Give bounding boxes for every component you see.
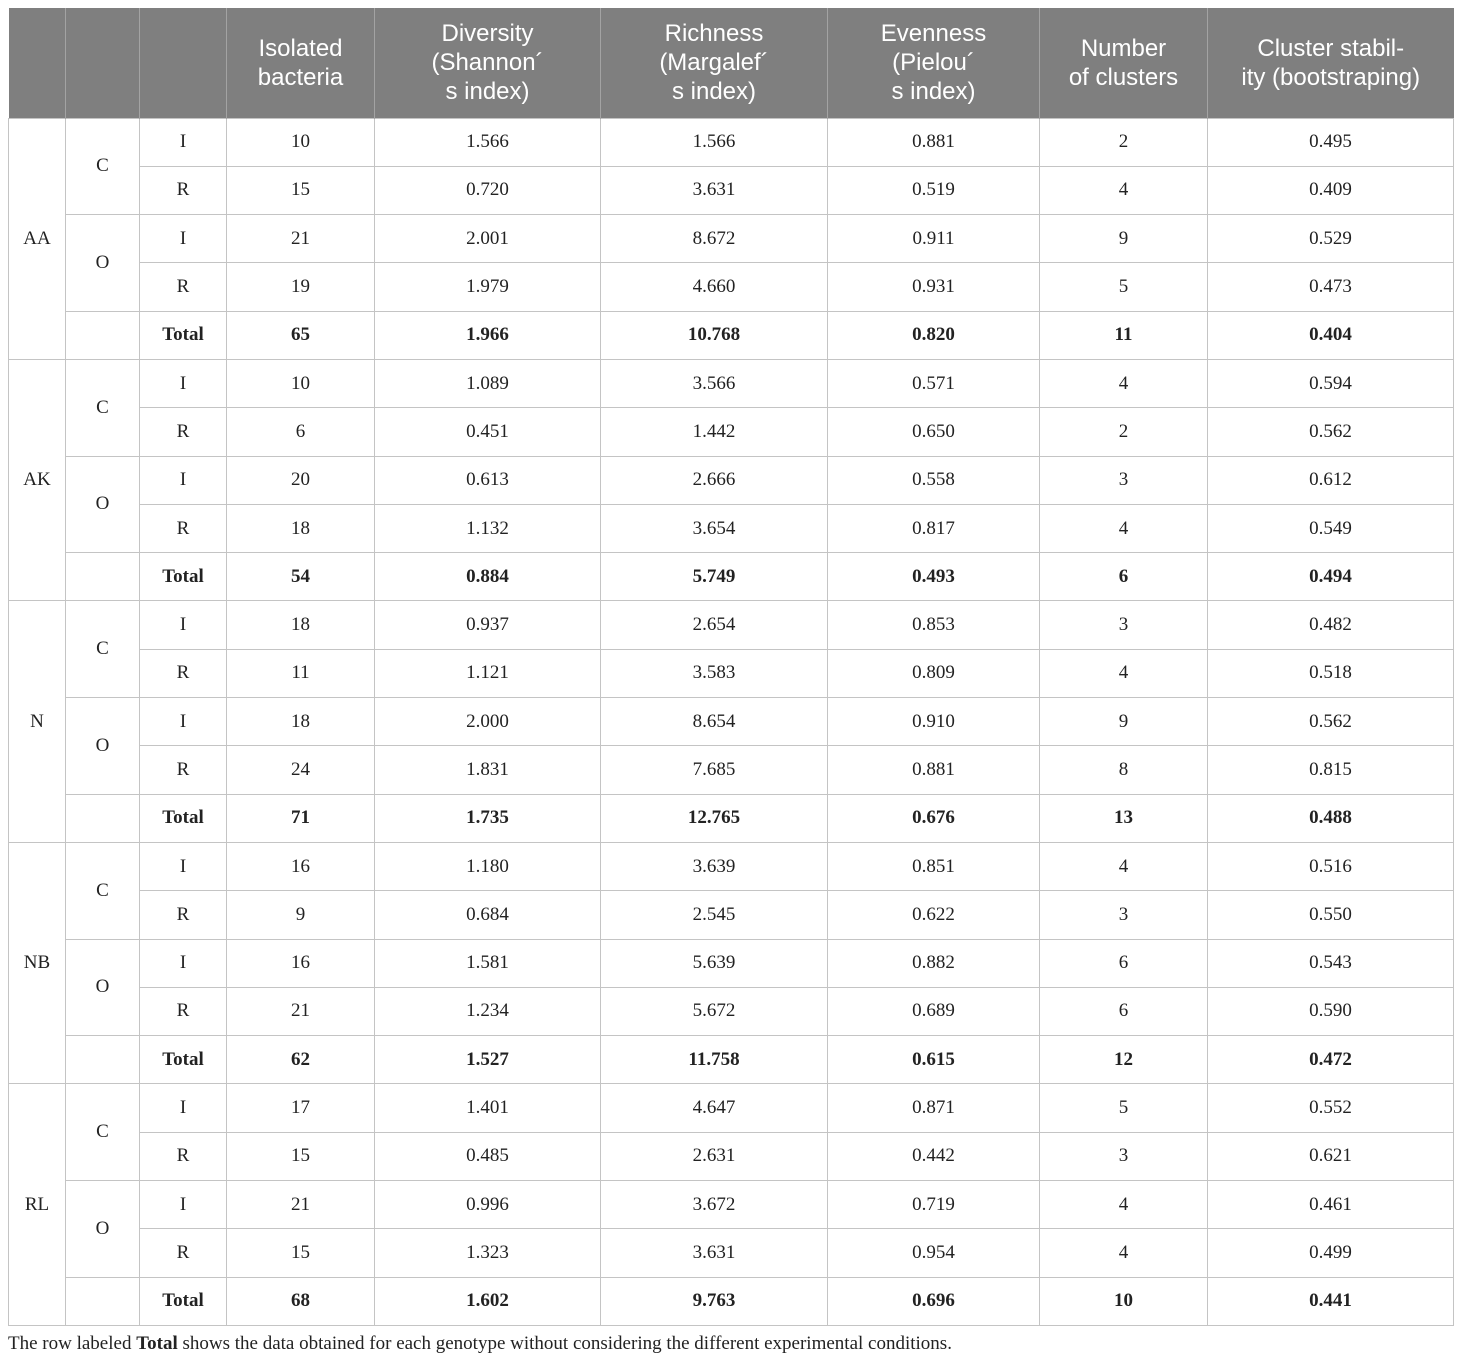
header-line: (Shannon´ — [431, 49, 544, 77]
table-body — [9, 118, 1454, 1325]
cell-clusters: 4 — [1040, 359, 1208, 407]
sample-label: I — [140, 118, 227, 166]
cell-clusters: 6 — [1040, 939, 1208, 987]
cell-richness: 2.631 — [601, 1132, 828, 1180]
sample-label: I — [140, 601, 227, 649]
cell-stability: 0.562 — [1208, 408, 1454, 456]
cell-isolated-bacteria: 15 — [227, 1132, 375, 1180]
table-row — [9, 1229, 1454, 1277]
total-row — [9, 1036, 1454, 1084]
condition-label: O — [66, 939, 140, 1036]
cell-clusters: 10 — [1040, 1277, 1208, 1325]
sample-label: R — [140, 987, 227, 1035]
cell-richness: 3.639 — [601, 842, 828, 890]
cell-diversity: 1.132 — [375, 504, 601, 552]
cell-isolated-bacteria: 16 — [227, 939, 375, 987]
cell-richness: 4.660 — [601, 263, 828, 311]
cell-richness: 5.639 — [601, 939, 828, 987]
header-line: (Pielou´ — [892, 49, 975, 77]
cell-diversity: 1.323 — [375, 1229, 601, 1277]
header-line: (Margalef´ — [659, 49, 769, 77]
cell-clusters: 12 — [1040, 1036, 1208, 1084]
header-line: Isolated — [258, 34, 343, 62]
cell-diversity: 1.831 — [375, 746, 601, 794]
sample-label: R — [140, 891, 227, 939]
cell-stability: 0.494 — [1208, 553, 1454, 601]
cell-isolated-bacteria: 19 — [227, 263, 375, 311]
cell-richness: 8.672 — [601, 215, 828, 263]
cell-evenness: 0.519 — [828, 166, 1040, 214]
cell-diversity: 0.613 — [375, 456, 601, 504]
header-sample — [140, 8, 227, 118]
cell-isolated-bacteria: 6 — [227, 408, 375, 456]
genotype-label: AK — [9, 359, 66, 600]
cell-clusters: 4 — [1040, 166, 1208, 214]
cell-richness: 5.672 — [601, 987, 828, 1035]
cell-stability: 0.815 — [1208, 746, 1454, 794]
cell-richness: 8.654 — [601, 698, 828, 746]
cell-stability: 0.549 — [1208, 504, 1454, 552]
cell-clusters: 9 — [1040, 698, 1208, 746]
cell-diversity: 1.979 — [375, 263, 601, 311]
cell-isolated-bacteria: 15 — [227, 1229, 375, 1277]
condition-label: C — [66, 1084, 140, 1181]
cell-clusters: 4 — [1040, 504, 1208, 552]
footnote-text-before: The row labeled — [8, 1333, 137, 1354]
cell-evenness: 0.696 — [828, 1277, 1040, 1325]
cell-clusters: 3 — [1040, 891, 1208, 939]
table-row — [9, 263, 1454, 311]
condition-label: C — [66, 359, 140, 456]
cell-clusters: 6 — [1040, 987, 1208, 1035]
cell-isolated-bacteria: 15 — [227, 166, 375, 214]
cell-isolated-bacteria: 18 — [227, 601, 375, 649]
cell-clusters: 4 — [1040, 1181, 1208, 1229]
cell-clusters: 2 — [1040, 118, 1208, 166]
cell-isolated-bacteria: 21 — [227, 215, 375, 263]
cell-richness: 10.768 — [601, 311, 828, 359]
cell-richness: 5.749 — [601, 553, 828, 601]
table-row — [9, 215, 1454, 263]
cell-richness: 1.442 — [601, 408, 828, 456]
table-footnote — [8, 1333, 952, 1355]
cell-evenness: 0.558 — [828, 456, 1040, 504]
condition-label: O — [66, 456, 140, 553]
cell-stability: 0.518 — [1208, 649, 1454, 697]
cell-stability: 0.552 — [1208, 1084, 1454, 1132]
cell-isolated-bacteria: 21 — [227, 987, 375, 1035]
genotype-label: N — [9, 601, 66, 842]
cell-evenness: 0.719 — [828, 1181, 1040, 1229]
condition-empty — [66, 794, 140, 842]
cell-evenness: 0.882 — [828, 939, 1040, 987]
cell-diversity: 1.735 — [375, 794, 601, 842]
cell-evenness: 0.820 — [828, 311, 1040, 359]
header-row — [9, 8, 1454, 118]
cell-richness: 9.763 — [601, 1277, 828, 1325]
genotype-label: RL — [9, 1084, 66, 1325]
sample-label: R — [140, 504, 227, 552]
cell-evenness: 0.676 — [828, 794, 1040, 842]
cell-richness: 3.631 — [601, 166, 828, 214]
header-line: of clusters — [1068, 63, 1179, 91]
header-line: Cluster stabil- — [1257, 34, 1405, 62]
header-line: bacteria — [257, 63, 344, 91]
header-line: Richness — [664, 20, 764, 48]
cell-clusters: 3 — [1040, 601, 1208, 649]
condition-empty — [66, 553, 140, 601]
condition-empty — [66, 1277, 140, 1325]
total-label: Total — [140, 1277, 227, 1325]
cell-clusters: 3 — [1040, 1132, 1208, 1180]
cell-clusters: 4 — [1040, 1229, 1208, 1277]
cell-evenness: 0.689 — [828, 987, 1040, 1035]
cell-evenness: 0.571 — [828, 359, 1040, 407]
cell-evenness: 0.851 — [828, 842, 1040, 890]
table-row — [9, 504, 1454, 552]
footnote-total-label: Total — [136, 1333, 178, 1354]
cell-isolated-bacteria: 62 — [227, 1036, 375, 1084]
cell-richness: 4.647 — [601, 1084, 828, 1132]
cell-stability: 0.612 — [1208, 456, 1454, 504]
cell-clusters: 8 — [1040, 746, 1208, 794]
cell-clusters: 5 — [1040, 263, 1208, 311]
sample-label: R — [140, 649, 227, 697]
cell-diversity: 1.234 — [375, 987, 601, 1035]
condition-label: C — [66, 601, 140, 698]
cell-evenness: 0.809 — [828, 649, 1040, 697]
cell-diversity: 1.401 — [375, 1084, 601, 1132]
cell-diversity: 0.451 — [375, 408, 601, 456]
cell-clusters: 2 — [1040, 408, 1208, 456]
cell-isolated-bacteria: 10 — [227, 359, 375, 407]
sample-label: I — [140, 1084, 227, 1132]
cell-clusters: 4 — [1040, 842, 1208, 890]
cell-diversity: 2.001 — [375, 215, 601, 263]
cell-diversity: 1.581 — [375, 939, 601, 987]
header-genotype — [9, 8, 66, 118]
cell-stability: 0.499 — [1208, 1229, 1454, 1277]
cell-evenness: 0.853 — [828, 601, 1040, 649]
sample-label: R — [140, 263, 227, 311]
cell-diversity: 1.602 — [375, 1277, 601, 1325]
cell-isolated-bacteria: 18 — [227, 698, 375, 746]
condition-empty — [66, 1036, 140, 1084]
header-diversity — [375, 8, 601, 118]
cell-evenness: 0.650 — [828, 408, 1040, 456]
cell-evenness: 0.817 — [828, 504, 1040, 552]
table-row — [9, 939, 1454, 987]
condition-label: O — [66, 698, 140, 795]
cell-isolated-bacteria: 17 — [227, 1084, 375, 1132]
cell-stability: 0.529 — [1208, 215, 1454, 263]
cell-diversity: 1.089 — [375, 359, 601, 407]
header-line: Number — [1080, 34, 1167, 62]
cell-diversity: 0.485 — [375, 1132, 601, 1180]
cell-diversity: 0.720 — [375, 166, 601, 214]
cell-clusters: 4 — [1040, 649, 1208, 697]
sample-label: I — [140, 1181, 227, 1229]
sample-label: I — [140, 215, 227, 263]
cell-stability: 0.495 — [1208, 118, 1454, 166]
header-richness — [601, 8, 828, 118]
total-row — [9, 794, 1454, 842]
total-row — [9, 1277, 1454, 1325]
data-table — [8, 8, 1454, 1326]
cell-richness: 11.758 — [601, 1036, 828, 1084]
table-row — [9, 1084, 1454, 1132]
cell-stability: 0.590 — [1208, 987, 1454, 1035]
header-line: Evenness — [880, 20, 987, 48]
table-row — [9, 456, 1454, 504]
cell-richness: 7.685 — [601, 746, 828, 794]
cell-diversity: 2.000 — [375, 698, 601, 746]
cell-isolated-bacteria: 20 — [227, 456, 375, 504]
cell-richness: 3.672 — [601, 1181, 828, 1229]
cell-diversity: 1.527 — [375, 1036, 601, 1084]
sample-label: R — [140, 1229, 227, 1277]
header-line: ity (bootstraping) — [1241, 63, 1421, 91]
cell-clusters: 13 — [1040, 794, 1208, 842]
total-label: Total — [140, 794, 227, 842]
header-line: s index) — [671, 78, 757, 106]
table-row — [9, 746, 1454, 794]
table-row — [9, 1132, 1454, 1180]
genotype-label: NB — [9, 842, 66, 1083]
cell-evenness: 0.442 — [828, 1132, 1040, 1180]
condition-label: C — [66, 118, 140, 215]
total-row — [9, 311, 1454, 359]
cell-isolated-bacteria: 65 — [227, 311, 375, 359]
table-row — [9, 891, 1454, 939]
cell-isolated-bacteria: 10 — [227, 118, 375, 166]
cell-isolated-bacteria: 9 — [227, 891, 375, 939]
cell-diversity: 1.180 — [375, 842, 601, 890]
footnote-text-after: shows the data obtained for each genotype without considering the different experimental conditions. — [177, 1333, 952, 1354]
cell-richness: 1.566 — [601, 118, 828, 166]
cell-stability: 0.441 — [1208, 1277, 1454, 1325]
cell-evenness: 0.910 — [828, 698, 1040, 746]
sample-label: I — [140, 939, 227, 987]
sample-label: I — [140, 842, 227, 890]
cell-isolated-bacteria: 16 — [227, 842, 375, 890]
cell-stability: 0.409 — [1208, 166, 1454, 214]
cell-clusters: 6 — [1040, 553, 1208, 601]
header-isolated-bacteria — [227, 8, 375, 118]
cell-richness: 2.545 — [601, 891, 828, 939]
genotype-label: AA — [9, 118, 66, 359]
total-label: Total — [140, 1036, 227, 1084]
header-line: s index) — [445, 78, 530, 106]
header-cluster-stability — [1208, 8, 1454, 118]
cell-richness: 3.654 — [601, 504, 828, 552]
cell-richness: 12.765 — [601, 794, 828, 842]
sample-label: R — [140, 166, 227, 214]
cell-stability: 0.562 — [1208, 698, 1454, 746]
cell-isolated-bacteria: 54 — [227, 553, 375, 601]
header-number-of-clusters — [1040, 8, 1208, 118]
header-line: Diversity — [441, 20, 534, 48]
cell-diversity: 1.966 — [375, 311, 601, 359]
cell-evenness: 0.881 — [828, 746, 1040, 794]
table-row — [9, 601, 1454, 649]
condition-empty — [66, 311, 140, 359]
cell-isolated-bacteria: 11 — [227, 649, 375, 697]
cell-stability: 0.550 — [1208, 891, 1454, 939]
sample-label: R — [140, 1132, 227, 1180]
sample-label: I — [140, 359, 227, 407]
table-row — [9, 166, 1454, 214]
cell-isolated-bacteria: 24 — [227, 746, 375, 794]
cell-stability: 0.482 — [1208, 601, 1454, 649]
cell-evenness: 0.931 — [828, 263, 1040, 311]
table-row — [9, 698, 1454, 746]
table-row — [9, 842, 1454, 890]
cell-evenness: 0.954 — [828, 1229, 1040, 1277]
cell-richness: 3.583 — [601, 649, 828, 697]
cell-richness: 2.654 — [601, 601, 828, 649]
cell-evenness: 0.871 — [828, 1084, 1040, 1132]
cell-isolated-bacteria: 68 — [227, 1277, 375, 1325]
cell-stability: 0.621 — [1208, 1132, 1454, 1180]
cell-clusters: 5 — [1040, 1084, 1208, 1132]
cell-evenness: 0.615 — [828, 1036, 1040, 1084]
table-row — [9, 649, 1454, 697]
condition-label: O — [66, 215, 140, 312]
cell-isolated-bacteria: 18 — [227, 504, 375, 552]
sample-label: I — [140, 456, 227, 504]
sample-label: R — [140, 746, 227, 794]
cell-richness: 2.666 — [601, 456, 828, 504]
total-row — [9, 553, 1454, 601]
table-row — [9, 359, 1454, 407]
total-label: Total — [140, 311, 227, 359]
cell-clusters: 9 — [1040, 215, 1208, 263]
cell-stability: 0.461 — [1208, 1181, 1454, 1229]
cell-stability: 0.472 — [1208, 1036, 1454, 1084]
cell-richness: 3.566 — [601, 359, 828, 407]
header-line: s index) — [891, 78, 976, 106]
table-row — [9, 118, 1454, 166]
cell-diversity: 1.121 — [375, 649, 601, 697]
table-row — [9, 1181, 1454, 1229]
cell-diversity: 0.937 — [375, 601, 601, 649]
cell-isolated-bacteria: 71 — [227, 794, 375, 842]
cell-stability: 0.543 — [1208, 939, 1454, 987]
sample-label: R — [140, 408, 227, 456]
table-row — [9, 408, 1454, 456]
cell-stability: 0.473 — [1208, 263, 1454, 311]
cell-diversity: 1.566 — [375, 118, 601, 166]
cell-stability: 0.516 — [1208, 842, 1454, 890]
cell-diversity: 0.684 — [375, 891, 601, 939]
table-row — [9, 987, 1454, 1035]
cell-evenness: 0.622 — [828, 891, 1040, 939]
sample-label: I — [140, 698, 227, 746]
cell-diversity: 0.996 — [375, 1181, 601, 1229]
cell-evenness: 0.881 — [828, 118, 1040, 166]
cell-stability: 0.488 — [1208, 794, 1454, 842]
cell-stability: 0.404 — [1208, 311, 1454, 359]
cell-richness: 3.631 — [601, 1229, 828, 1277]
cell-clusters: 11 — [1040, 311, 1208, 359]
header-condition — [66, 8, 140, 118]
total-label: Total — [140, 553, 227, 601]
cell-stability: 0.594 — [1208, 359, 1454, 407]
condition-label: C — [66, 842, 140, 939]
cell-evenness: 0.911 — [828, 215, 1040, 263]
header-evenness — [828, 8, 1040, 118]
cell-isolated-bacteria: 21 — [227, 1181, 375, 1229]
condition-label: O — [66, 1181, 140, 1278]
cell-diversity: 0.884 — [375, 553, 601, 601]
cell-evenness: 0.493 — [828, 553, 1040, 601]
cell-clusters: 3 — [1040, 456, 1208, 504]
